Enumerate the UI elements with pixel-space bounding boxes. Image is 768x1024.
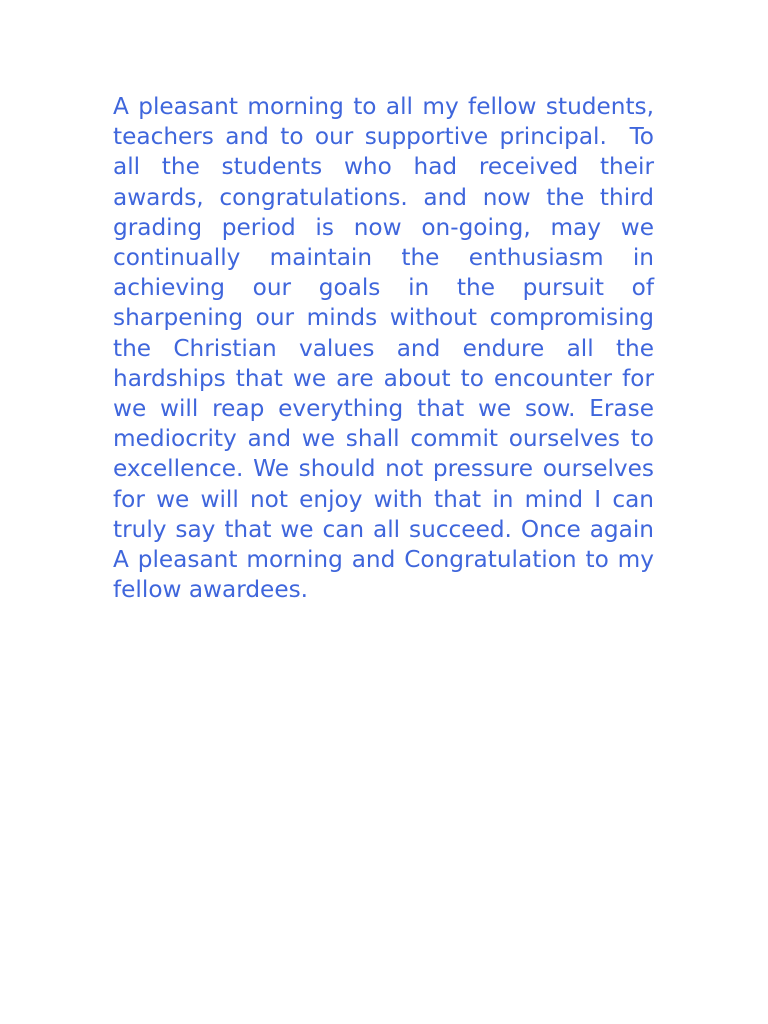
speech-paragraph: A pleasant morning to all my fellow students, teachers and to our supportive principal. To all the students who had received their awards, congratulations. and now the third grading period is now on-going, may we continually maintain the enthusiasm in achieving our goals in the pursuit of sharpening our minds without compromising the Christian values and endure all the hardships that we are about to encounter for we will reap everything that we sow. Erase mediocrity and we shall commit ourselves to excellence. We should not pressure ourselves for we will not enjoy with that in mind I can truly say that we can all succeed. Once again A pleasant morning and Congratulation to my fellow awardees. [113,93,662,604]
